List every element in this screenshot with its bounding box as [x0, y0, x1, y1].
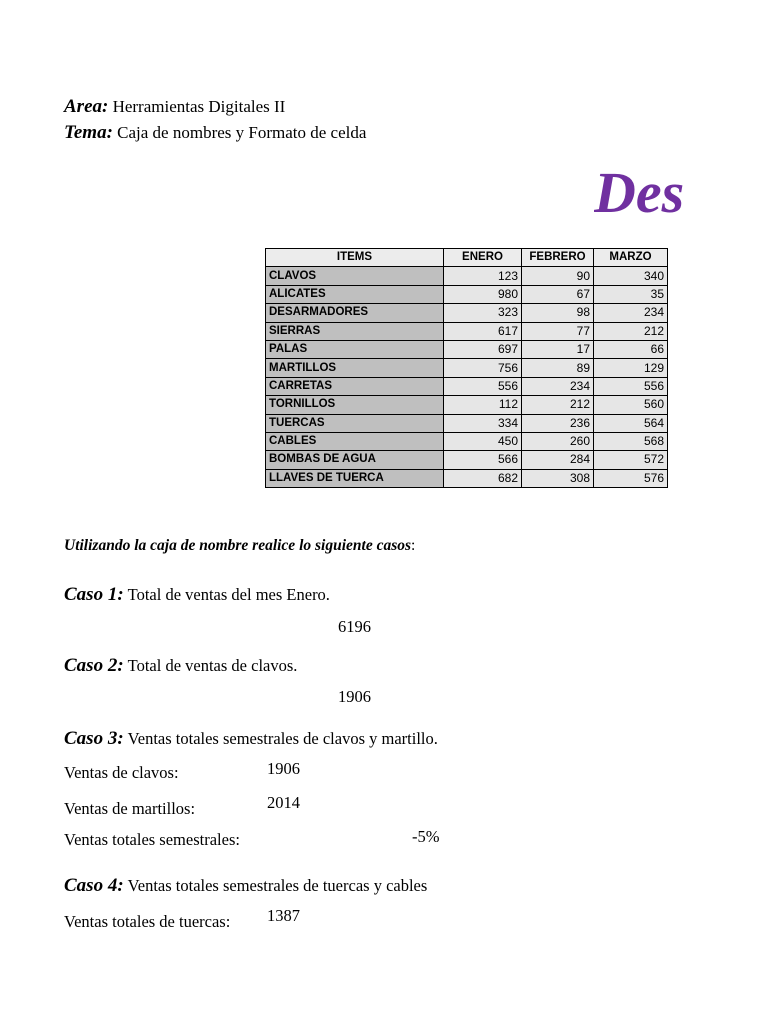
table-cell-marzo: 66: [594, 340, 668, 358]
table-cell-febrero: 17: [522, 340, 594, 358]
table-cell-marzo: 560: [594, 396, 668, 414]
table-cell-marzo: 340: [594, 267, 668, 285]
table-cell-febrero: 90: [522, 267, 594, 285]
table-cell-febrero: 260: [522, 432, 594, 450]
table-cell-febrero: 67: [522, 285, 594, 303]
case-4-label: Caso 4:: [64, 875, 124, 896]
table-row: [266, 304, 668, 322]
ventas-tuercas-label: Ventas totales de tuercas:: [64, 912, 231, 931]
tema-value: Caja de nombres y Formato de celda: [117, 123, 367, 142]
table-cell-item: SIERRAS: [266, 322, 444, 340]
ventas-clavos-value: 1906: [267, 759, 300, 778]
ventas-totales-label: Ventas totales semestrales:: [64, 830, 240, 849]
table-cell-enero: 556: [444, 377, 522, 395]
table-cell-enero: 697: [444, 340, 522, 358]
area-value: Herramientas Digitales II: [112, 97, 286, 116]
instructions-text: Utilizando la caja de nombre realice lo siguiente casos: [64, 537, 412, 554]
ventas-tuercas-value: 1387: [267, 906, 300, 925]
case-3: [64, 728, 438, 750]
table-cell-febrero: 284: [522, 451, 594, 469]
area-line: [64, 96, 285, 118]
table-row: [266, 340, 668, 358]
case-1-result: 6196: [338, 617, 371, 636]
tema-label: Tema:: [64, 122, 113, 143]
table-cell-marzo: 556: [594, 377, 668, 395]
table-cell-enero: 980: [444, 285, 522, 303]
table-cell-febrero: 236: [522, 414, 594, 432]
table-cell-item: MARTILLOS: [266, 359, 444, 377]
instructions-suffix: :: [411, 537, 416, 554]
table-cell-febrero: 98: [522, 304, 594, 322]
table-header-row: [266, 249, 668, 267]
table-cell-enero: 450: [444, 432, 522, 450]
area-label: Area:: [64, 96, 109, 117]
table-cell-marzo: 564: [594, 414, 668, 432]
sales-table: [265, 248, 668, 488]
table-cell-item: CARRETAS: [266, 377, 444, 395]
table-cell-enero: 112: [444, 396, 522, 414]
table-cell-marzo: 568: [594, 432, 668, 450]
table-cell-enero: 323: [444, 304, 522, 322]
instructions: [64, 537, 415, 555]
case-3-label: Caso 3:: [64, 728, 124, 749]
table-cell-item: TUERCAS: [266, 414, 444, 432]
table-row: [266, 285, 668, 303]
table-row: [266, 432, 668, 450]
table-cell-enero: 566: [444, 451, 522, 469]
table-cell-marzo: 576: [594, 469, 668, 487]
column-header-febrero: FEBRERO: [522, 249, 594, 267]
table-row: [266, 469, 668, 487]
case-3-text: Ventas totales semestrales de clavos y martillo.: [127, 729, 438, 748]
table-cell-item: CABLES: [266, 432, 444, 450]
ventas-martillos-value: 2014: [267, 793, 300, 812]
table-cell-enero: 682: [444, 469, 522, 487]
table-cell-marzo: 129: [594, 359, 668, 377]
table-cell-marzo: 234: [594, 304, 668, 322]
table-cell-febrero: 77: [522, 322, 594, 340]
table-cell-enero: 617: [444, 322, 522, 340]
table-cell-marzo: 212: [594, 322, 668, 340]
column-header-marzo: MARZO: [594, 249, 668, 267]
table-row: [266, 396, 668, 414]
case-2: [64, 655, 297, 677]
table-cell-enero: 123: [444, 267, 522, 285]
table-cell-febrero: 89: [522, 359, 594, 377]
case-2-text: Total de ventas de clavos.: [127, 656, 298, 675]
case-1-text: Total de ventas del mes Enero.: [127, 585, 330, 604]
table-cell-item: LLAVES DE TUERCA: [266, 469, 444, 487]
table-cell-item: DESARMADORES: [266, 304, 444, 322]
table-cell-item: TORNILLOS: [266, 396, 444, 414]
table-row: [266, 322, 668, 340]
ventas-totales-value: -5%: [412, 827, 440, 846]
table-cell-enero: 334: [444, 414, 522, 432]
table-cell-marzo: 35: [594, 285, 668, 303]
case-1-label: Caso 1:: [64, 584, 124, 605]
table-row: [266, 267, 668, 285]
table-row: [266, 414, 668, 432]
ventas-martillos-label: Ventas de martillos:: [64, 799, 196, 818]
table-row: [266, 359, 668, 377]
page-title: Des: [594, 160, 685, 225]
case-1: [64, 584, 330, 606]
table-cell-item: ALICATES: [266, 285, 444, 303]
table-cell-febrero: 308: [522, 469, 594, 487]
case-2-result: 1906: [338, 687, 371, 706]
case-4: [64, 875, 427, 897]
tema-line: [64, 122, 366, 144]
table-row: [266, 377, 668, 395]
table-cell-item: CLAVOS: [266, 267, 444, 285]
ventas-clavos-label: Ventas de clavos:: [64, 763, 179, 782]
table-row: [266, 451, 668, 469]
table-cell-item: BOMBAS DE AGUA: [266, 451, 444, 469]
case-4-text: Ventas totales semestrales de tuercas y cables: [127, 876, 428, 895]
column-header-enero: ENERO: [444, 249, 522, 267]
column-header-items: ITEMS: [266, 249, 444, 267]
table-cell-febrero: 234: [522, 377, 594, 395]
table-cell-enero: 756: [444, 359, 522, 377]
table-cell-marzo: 572: [594, 451, 668, 469]
case-2-label: Caso 2:: [64, 655, 124, 676]
table-cell-febrero: 212: [522, 396, 594, 414]
table-cell-item: PALAS: [266, 340, 444, 358]
